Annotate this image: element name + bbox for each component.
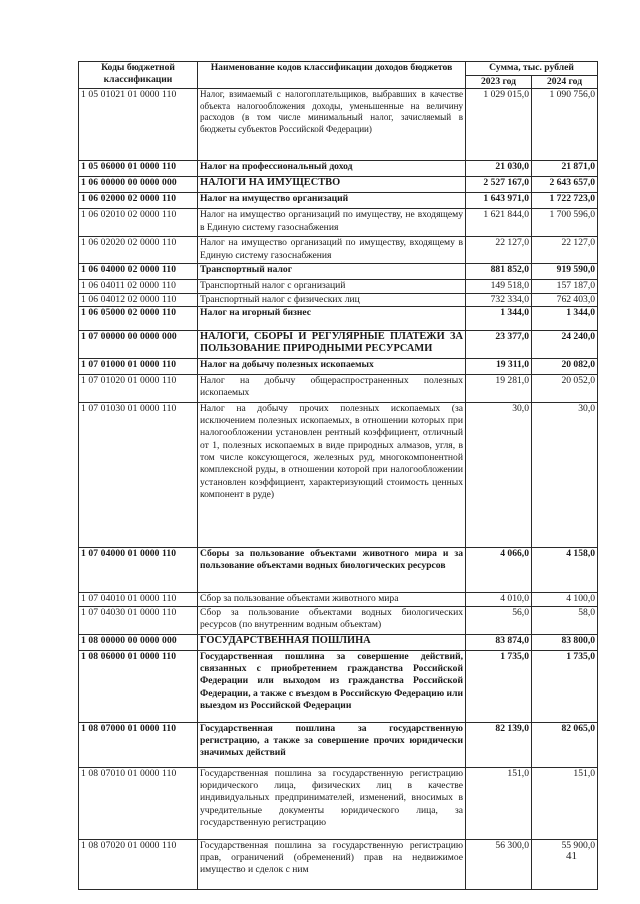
header-year-2024: 2024 год — [532, 76, 598, 89]
code-cell: 1 06 04000 02 0000 110 — [79, 264, 198, 280]
amount-2024-cell: 1 722 723,0 — [532, 193, 598, 209]
code-cell: 1 06 00000 00 0000 000 — [79, 177, 198, 193]
name-cell: Государственная пошлина за совершение действий, связанных с приобретением гражданства Российской Федерации или выходом из гражданства Российской Федерации, а также с въездом в Российскую Федерацию или выездом из Российской Федерации — [198, 650, 466, 722]
code-cell: 1 05 06000 01 0000 110 — [79, 161, 198, 177]
header-code: Коды бюджетной классификации — [79, 62, 198, 89]
code-cell: 1 08 07000 01 0000 110 — [79, 722, 198, 767]
code-cell: 1 06 05000 02 0000 110 — [79, 306, 198, 330]
amount-2023-cell: 19 311,0 — [466, 358, 532, 374]
amount-2023-cell: 1 643 971,0 — [466, 193, 532, 209]
amount-2023-cell: 19 281,0 — [466, 374, 532, 402]
table-row — [79, 606, 598, 634]
amount-2024-cell: 2 643 657,0 — [532, 177, 598, 193]
table-row — [79, 358, 598, 374]
name-cell: Налог на добычу полезных ископаемых — [198, 358, 466, 374]
code-cell: 1 07 04010 01 0000 110 — [79, 592, 198, 606]
table-row — [79, 237, 598, 264]
amount-2024-cell: 919 590,0 — [532, 264, 598, 280]
code-cell: 1 06 04011 02 0000 110 — [79, 280, 198, 293]
name-cell: Сбор за пользование объектами животного мира — [198, 592, 466, 606]
amount-2023-cell: 23 377,0 — [466, 330, 532, 358]
amount-2024-cell: 21 871,0 — [532, 161, 598, 177]
name-cell: Налог на имущество организаций — [198, 193, 466, 209]
code-cell: 1 07 04000 01 0000 110 — [79, 547, 198, 592]
name-cell: ГОСУДАРСТВЕННАЯ ПОШЛИНА — [198, 634, 466, 650]
amount-2023-cell: 2 527 167,0 — [466, 177, 532, 193]
amount-2023-cell: 22 127,0 — [466, 237, 532, 264]
code-cell: 1 05 01021 01 0000 110 — [79, 89, 198, 161]
code-cell: 1 07 01020 01 0000 110 — [79, 374, 198, 402]
table-row — [79, 402, 598, 547]
code-cell: 1 08 00000 00 0000 000 — [79, 634, 198, 650]
amount-2024-cell: 1 090 756,0 — [532, 89, 598, 161]
code-cell: 1 07 01030 01 0000 110 — [79, 402, 198, 547]
code-cell: 1 07 01000 01 0000 110 — [79, 358, 198, 374]
name-cell: Налог на имущество организаций по имуществу, не входящему в Единую систему газоснабжения — [198, 209, 466, 237]
table-row — [79, 767, 598, 839]
name-cell: НАЛОГИ, СБОРЫ И РЕГУЛЯРНЫЕ ПЛАТЕЖИ ЗА ПОЛЬЗОВАНИЕ ПРИРОДНЫМИ РЕСУРСАМИ — [198, 330, 466, 358]
name-cell: Налог на игорный бизнес — [198, 306, 466, 330]
name-cell: Сбор за пользование объектами водных биологических ресурсов (по внутренним водным объектам) — [198, 606, 466, 634]
amount-2024-cell: 1 735,0 — [532, 650, 598, 722]
amount-2024-cell: 157 187,0 — [532, 280, 598, 293]
table-row — [79, 650, 598, 722]
amount-2023-cell: 1 029 015,0 — [466, 89, 532, 161]
amount-2024-cell: 1 700 596,0 — [532, 209, 598, 237]
table-row — [79, 374, 598, 402]
amount-2024-cell: 4 158,0 — [532, 547, 598, 592]
header-name: Наименование кодов классификации доходов бюджетов — [198, 62, 466, 89]
table-row — [79, 161, 598, 177]
amount-2024-cell: 22 127,0 — [532, 237, 598, 264]
amount-2024-cell: 83 800,0 — [532, 634, 598, 650]
name-cell: Транспортный налог — [198, 264, 466, 280]
amount-2024-cell: 1 344,0 — [532, 306, 598, 330]
name-cell: Налог на имущество организаций по имуществу, входящему в Единую систему газоснабжения — [198, 237, 466, 264]
amount-2024-cell: 58,0 — [532, 606, 598, 634]
code-cell: 1 06 02000 02 0000 110 — [79, 193, 198, 209]
budget-revenue-table — [78, 61, 598, 890]
amount-2023-cell: 56 300,0 — [466, 839, 532, 889]
amount-2024-cell: 151,0 — [532, 767, 598, 839]
amount-2023-cell: 56,0 — [466, 606, 532, 634]
name-cell: Государственная пошлина за государственную регистрацию прав, ограничений (обременений) прав на недвижимое имущество и сделок с ним — [198, 839, 466, 889]
amount-2024-cell: 762 403,0 — [532, 293, 598, 306]
amount-2024-cell: 4 100,0 — [532, 592, 598, 606]
header-year-2023: 2023 год — [466, 76, 532, 89]
name-cell: Государственная пошлина за государственную регистрацию, а также за совершение прочих юридически значимых действий — [198, 722, 466, 767]
name-cell: Налог, взимаемый с налогоплательщиков, выбравших в качестве объекта налогообложения доходы, уменьшенные на величину расходов (в том числе минимальный налог, зачисляемый в бюджеты субъектов Российской Федерации) — [198, 89, 466, 161]
code-cell: 1 07 00000 00 0000 000 — [79, 330, 198, 358]
table-row — [79, 592, 598, 606]
table-row — [79, 330, 598, 358]
amount-2023-cell: 4 010,0 — [466, 592, 532, 606]
name-cell: Транспортный налог с физических лиц — [198, 293, 466, 306]
amount-2024-cell: 24 240,0 — [532, 330, 598, 358]
code-cell: 1 07 04030 01 0000 110 — [79, 606, 198, 634]
table-row — [79, 280, 598, 293]
table-row — [79, 722, 598, 767]
code-cell: 1 08 06000 01 0000 110 — [79, 650, 198, 722]
amount-2023-cell: 732 334,0 — [466, 293, 532, 306]
amount-2023-cell: 1 621 844,0 — [466, 209, 532, 237]
code-cell: 1 06 02020 02 0000 110 — [79, 237, 198, 264]
amount-2024-cell: 30,0 — [532, 402, 598, 547]
table-row — [79, 634, 598, 650]
name-cell: Налог на добычу общераспространенных полезных ископаемых — [198, 374, 466, 402]
amount-2023-cell: 151,0 — [466, 767, 532, 839]
amount-2023-cell: 30,0 — [466, 402, 532, 547]
table-row — [79, 264, 598, 280]
table-row — [79, 547, 598, 592]
code-cell: 1 06 04012 02 0000 110 — [79, 293, 198, 306]
table-row — [79, 177, 598, 193]
name-cell: Налог на профессиональный доход — [198, 161, 466, 177]
amount-2023-cell: 881 852,0 — [466, 264, 532, 280]
amount-2023-cell: 83 874,0 — [466, 634, 532, 650]
page-number: 41 — [566, 850, 577, 862]
name-cell: Налог на добычу прочих полезных ископаемых (за исключением полезных ископаемых, в отношении которых при налогообложении установлен рентный коэффициент, отличный от 1, полезных ископаемых в виде природных алмазов, угля, в том числе коксующегося, железных руд, многокомпонентной комплексной руды, в отношении которой при налогообложении установлен коэффициент, характеризующий стоимость ценных компонент в руде) — [198, 402, 466, 547]
amount-2024-cell: 20 082,0 — [532, 358, 598, 374]
name-cell: Транспортный налог с организаций — [198, 280, 466, 293]
amount-2024-cell: 82 065,0 — [532, 722, 598, 767]
amount-2023-cell: 4 066,0 — [466, 547, 532, 592]
table-row — [79, 306, 598, 330]
code-cell: 1 08 07020 01 0000 110 — [79, 839, 198, 889]
name-cell: Государственная пошлина за государственную регистрацию юридического лица, физических лиц в качестве индивидуальных предпринимателей, изменений, вносимых в учредительные документы юридического лица, за государственную регистрацию — [198, 767, 466, 839]
code-cell: 1 08 07010 01 0000 110 — [79, 767, 198, 839]
amount-2023-cell: 149 518,0 — [466, 280, 532, 293]
amount-2023-cell: 82 139,0 — [466, 722, 532, 767]
header-sum: Сумма, тыс. рублей — [466, 62, 598, 76]
amount-2023-cell: 1 344,0 — [466, 306, 532, 330]
name-cell: Сборы за пользование объектами животного мира и за пользование объектами водных биологических ресурсов — [198, 547, 466, 592]
table-row — [79, 89, 598, 161]
table-row — [79, 209, 598, 237]
amount-2024-cell: 55 900,0 — [532, 839, 598, 889]
amount-2023-cell: 21 030,0 — [466, 161, 532, 177]
name-cell: НАЛОГИ НА ИМУЩЕСТВО — [198, 177, 466, 193]
table-row — [79, 193, 598, 209]
amount-2024-cell: 20 052,0 — [532, 374, 598, 402]
table-row — [79, 839, 598, 889]
amount-2023-cell: 1 735,0 — [466, 650, 532, 722]
table-row — [79, 293, 598, 306]
code-cell: 1 06 02010 02 0000 110 — [79, 209, 198, 237]
